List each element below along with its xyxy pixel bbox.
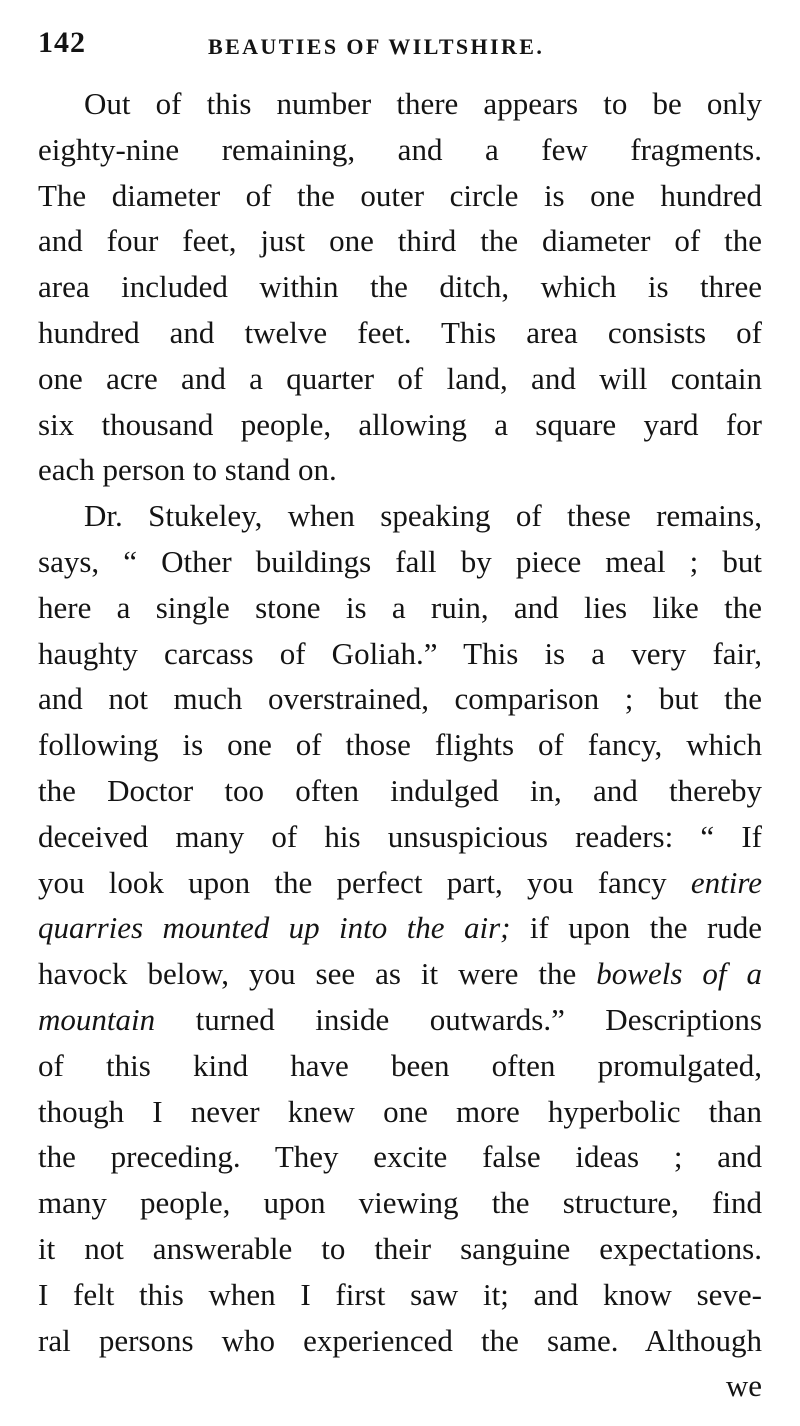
body-text [38, 81, 762, 1409]
italic-segment: entire [690, 864, 763, 900]
text-line: deceived many of his unsuspicious readers: “ If [38, 818, 762, 854]
text-segment: if upon the rude [529, 910, 763, 946]
text-line: the preceding. They excite false ideas ; and [38, 1139, 762, 1175]
text-line: I felt this when I first saw it; and know seve- [38, 1276, 762, 1312]
italic-segment: quarries mounted up into the air; [38, 910, 511, 946]
text-line: six thousand people, allowing a square yard for [38, 406, 762, 442]
running-head [38, 22, 764, 70]
text-line: though I never knew one more hyperbolic than [38, 1093, 762, 1129]
text-line: of this kind have been often promulgated, [38, 1047, 762, 1083]
text-line: it not answerable to their sanguine expectations. [38, 1230, 762, 1266]
text-line: says, “ Other buildings fall by piece meal ; but [38, 543, 762, 579]
text-line: and four feet, just one third the diameter of the [38, 223, 762, 259]
text-segment: turned inside outwards.” Descriptions [195, 1001, 762, 1037]
text-line: The diameter of the outer circle is one hundred [38, 177, 762, 213]
catchword: we [725, 1368, 762, 1404]
text-line: ral persons who experienced the same. Although [38, 1322, 762, 1358]
text-line-mixed [38, 860, 762, 906]
text-line: the Doctor too often indulged in, and thereby [38, 772, 762, 808]
text-line-mixed [38, 997, 762, 1043]
italic-segment: bowels of a [596, 956, 763, 992]
italic-segment: mountain [38, 1001, 156, 1037]
text-line-mixed [38, 951, 762, 997]
text-line: many people, upon viewing the structure, find [38, 1185, 762, 1221]
text-line: one acre and a quarter of land, and will contain [38, 360, 762, 396]
page-number: 142 [38, 26, 86, 59]
running-title: BEAUTIES OF WILTSHIRE. [208, 34, 545, 59]
text-line: haughty carcass of Goliah.” This is a very fair, [38, 635, 762, 671]
text-line: hundred and twelve feet. This area consists of [38, 314, 762, 350]
text-line: following is one of those flights of fancy, which [38, 727, 762, 763]
text-line: and not much overstrained, comparison ; but the [38, 681, 762, 717]
text-segment: havock below, you see as it were the [38, 956, 577, 992]
text-line: area included within the ditch, which is three [38, 269, 762, 305]
text-line: each person to stand on. [38, 452, 337, 488]
text-line: eighty-nine remaining, and a few fragments. [38, 131, 762, 167]
text-line: here a single stone is a ruin, and lies like the [38, 589, 762, 625]
text-line-mixed [38, 905, 762, 951]
text-line: Out of this number there appears to be only [84, 86, 762, 121]
text-line: Dr. Stukeley, when speaking of these remains, [84, 498, 762, 534]
text-segment: you look upon the perfect part, you fancy [38, 864, 667, 900]
